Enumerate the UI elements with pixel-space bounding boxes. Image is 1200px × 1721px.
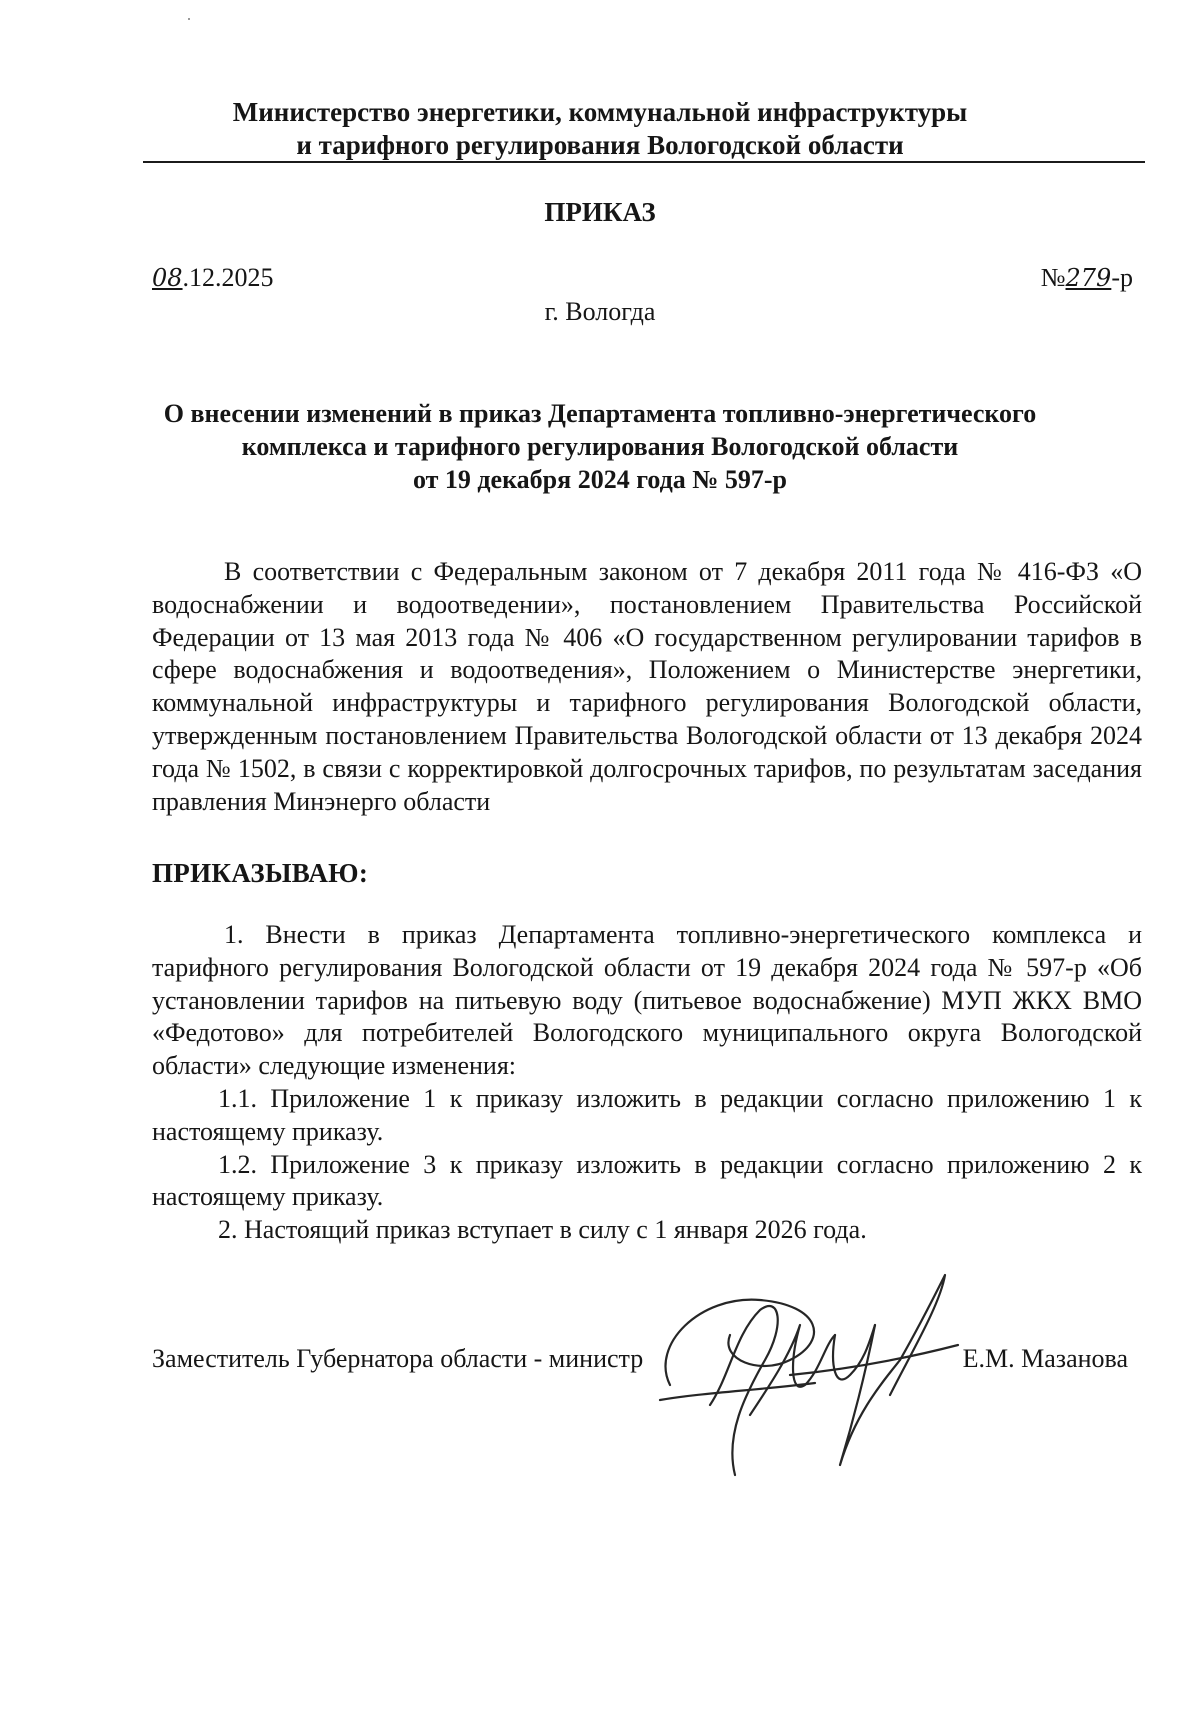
- preamble-block: [152, 556, 1142, 818]
- number-suffix: -р: [1111, 263, 1133, 292]
- signer-name: Е.М. Мазанова: [962, 1344, 1128, 1373]
- city: г. Вологда: [544, 297, 656, 326]
- handwritten-signature: [640, 1265, 970, 1490]
- signer-position: Заместитель Губернатора области - министр: [152, 1344, 644, 1373]
- ministry-name-line-1: Министерство энергетики, коммунальной инфраструктуры: [232, 97, 968, 127]
- order-date: [152, 263, 274, 293]
- date-rest: .12.2025: [182, 263, 274, 292]
- number-handwritten: 279: [1065, 264, 1112, 292]
- preamble-paragraph: В соответствии с Федеральным законом от 7 декабря 2011 года № 416-ФЗ «О водоснабжении и водоотведении», постановлением Правительства Российской Федерации от 13 мая 2013 года № 406 «О государственном регулировании тарифов в сфере водоснабжения и водоотведения», Положением о Министерстве энергетики, коммунальной инфраструктуры и тарифного регулирования Вологодской области, утвержденным постановлением Правительства Вологодской области от 13 декабря 2024 года № 1502, в связи с корректировкой долгосрочных тарифов, по результатам заседания правления Минэнерго области: [152, 557, 1142, 816]
- subject-line-2: комплекса и тарифного регулирования Вологодской области: [241, 432, 959, 461]
- order-number: [1041, 263, 1133, 293]
- order-item-2: 2. Настоящий приказ вступает в силу с 1 января 2026 года.: [218, 1215, 867, 1245]
- order-item-1-2: 1.2. Приложение 3 к приказу изложить в редакции согласно приложению 2 к настоящему приказу.: [152, 1149, 1142, 1212]
- header-rule: [143, 161, 1145, 163]
- date-day-handwritten: 08: [152, 264, 183, 292]
- subject-line-1: О внесении изменений в приказ Департамента топливно-энергетического: [163, 399, 1037, 428]
- number-prefix: №: [1040, 263, 1066, 292]
- ministry-name-line-2: и тарифного регулирования Вологодской области: [296, 130, 904, 160]
- order-item-1-1: 1.1. Приложение 1 к приказу изложить в редакции согласно приложению 1 к настоящему приказу.: [152, 1083, 1142, 1146]
- order-subject: [0, 397, 1200, 496]
- order-items: [152, 919, 1142, 1247]
- order-item-1: 1. Внести в приказ Департамента топливно-энергетического комплекса и тарифного регулирования Вологодской области от 19 декабря 2024 года № 597-р «Об установлении тарифов на питьевую воду (питьевое водоснабжение) МУП ЖКХ ВМО «Федотово» для потребителей Вологодского муниципального округа Вологодской области» следующие изменения:: [152, 920, 1142, 1081]
- scan-speck: [188, 18, 190, 20]
- order-word: ПРИКАЗЫВАЮ:: [152, 858, 369, 888]
- document-title: ПРИКАЗ: [544, 197, 656, 227]
- subject-line-3: от 19 декабря 2024 года № 597-р: [412, 465, 788, 494]
